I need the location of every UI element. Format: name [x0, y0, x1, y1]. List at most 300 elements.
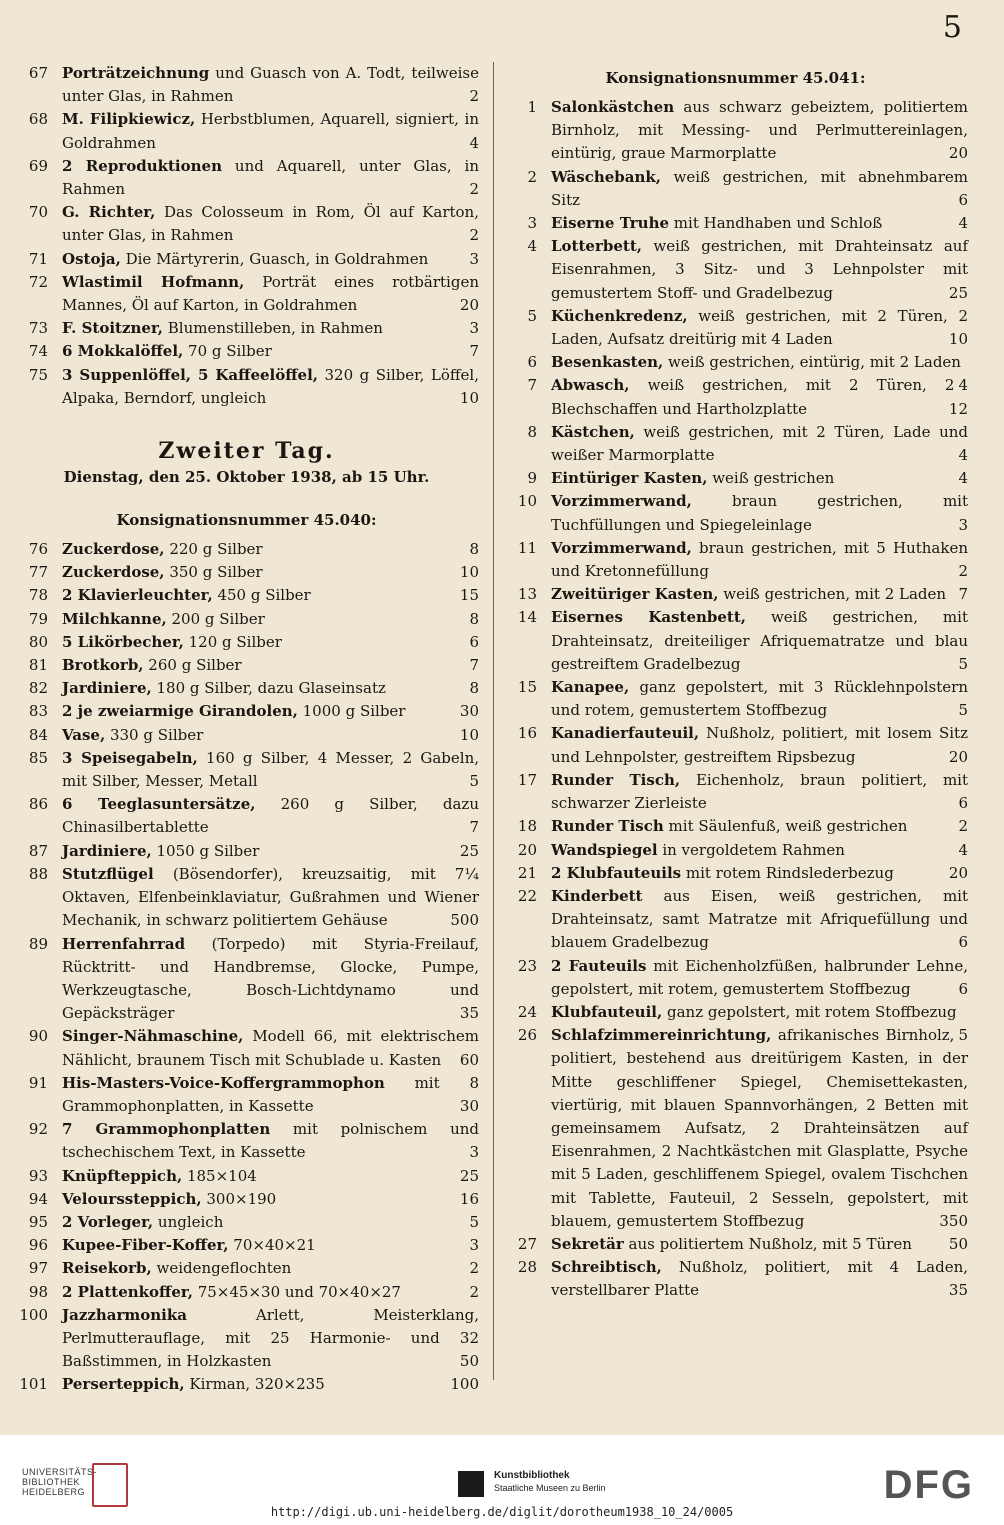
item-title: Kupee-Fiber-Koffer, [62, 1236, 229, 1255]
item-price: 3 [469, 249, 479, 268]
item-title: Küchenkredenz, [551, 306, 688, 325]
item-details: weiß gestrichen, mit Drahteinsatz, dreiteiliger Afriquematratze und blau gestreiftem Gradelbezug [551, 608, 968, 673]
item-price: 15 [459, 586, 479, 605]
item-price: 20 [948, 144, 968, 163]
item-number: 14 [517, 608, 537, 627]
item-title: Vorzimmerwand, [551, 538, 692, 557]
item-title: Kästchen, [551, 422, 635, 441]
item-price: 6 [958, 190, 968, 209]
item-number: 22 [517, 886, 537, 905]
left-column [14, 62, 479, 1397]
item-title: Klubfauteuil, [551, 1002, 663, 1021]
item-number: 21 [517, 863, 537, 882]
item-details: weiß gestrichen, mit 2 Türen, Lade und weißer Marmorplatte [551, 422, 968, 465]
item-number: 17 [517, 770, 537, 789]
item-details: 180 g Silber, dazu Glaseinsatz [151, 679, 386, 698]
item-title: Eiserne Truhe [551, 214, 670, 233]
catalog-item [503, 166, 968, 212]
catalog-item [14, 108, 479, 154]
item-details: (Bösendorfer), kreuzsaitig, mit 7¼ Oktaven, Elfenbeinklaviatur, Gußrahmen und Wiener Mechanik, in schwarz politiertem Gehäuse [62, 864, 479, 930]
item-price: 8 [469, 679, 479, 698]
item-price: 2 [469, 87, 479, 106]
item-description [551, 467, 968, 490]
catalog-item [503, 1233, 968, 1256]
catalog-item [503, 955, 968, 1001]
item-price: 5 [958, 701, 968, 720]
item-details: weiß gestrichen, mit Drahteinsatz auf Eisenrahmen, 3 Sitz- und 3 Lehnpolster mit gemustertem Stoff- und Gradelbezug [551, 237, 968, 302]
catalog-item [14, 1165, 479, 1188]
item-price: 7 [469, 818, 479, 837]
catalog-item [14, 654, 479, 677]
item-details: Kirman, 320×235 [184, 1375, 325, 1394]
item-details: weiß gestrichen, mit 2 Türen, 2 Blechschaffen und Hartholzplatte [551, 376, 955, 418]
item-title: His-Masters-Voice-Koffergrammophon [62, 1073, 385, 1092]
item-number: 28 [517, 1258, 537, 1277]
item-description [62, 561, 479, 584]
item-price: 7 [469, 342, 479, 361]
item-number: 89 [28, 934, 48, 953]
item-details: Arlett, Meisterklang, Perlmutterauflage, mit 25 Harmonie- und 32 Baßstimmen, in Holzkasten [62, 1305, 479, 1371]
item-title: Jardiniere, [62, 679, 152, 698]
item-details: Modell 66, mit elektrischem Nählicht, braunem Tisch mit Schublade u. Kasten [62, 1027, 479, 1069]
item-price: 20 [948, 747, 968, 766]
item-number: 3 [527, 214, 537, 233]
item-description [62, 793, 479, 839]
item-number: 11 [517, 538, 537, 557]
item-number: 96 [28, 1236, 48, 1255]
item-price: 50 [459, 1352, 479, 1371]
catalog-item [14, 933, 479, 1026]
item-number: 74 [28, 342, 48, 361]
item-price: 20 [459, 296, 479, 315]
item-description [551, 839, 968, 862]
item-details: mit Säulenfuß, weiß gestrichen [663, 817, 908, 836]
item-number: 8 [527, 422, 537, 441]
item-description [62, 1373, 479, 1396]
catalog-item [14, 340, 479, 363]
item-details: 350 g Silber [164, 563, 263, 582]
item-description [62, 933, 479, 1026]
item-number: 98 [28, 1282, 48, 1301]
item-details: Nußholz, politiert, mit 4 Laden, verstellbarer Platte [551, 1258, 968, 1300]
item-details: mit 8 Grammophonplatten, in Kassette [62, 1073, 479, 1115]
catalog-item [503, 862, 968, 885]
item-number: 5 [527, 306, 537, 325]
catalog-item [14, 271, 479, 317]
university-library-logo[interactable] [22, 1467, 97, 1497]
item-number: 10 [517, 492, 537, 511]
item-description [551, 583, 968, 606]
item-description [62, 863, 479, 933]
item-title: Runder Tisch [551, 817, 664, 836]
item-number: 82 [28, 679, 48, 698]
catalog-item [503, 305, 968, 351]
item-number: 90 [28, 1027, 48, 1046]
column-divider [493, 62, 494, 1380]
item-details: weiß gestrichen, mit abnehmbarem Sitz [551, 167, 968, 209]
item-details: ganz gepolstert, mit 3 Rücklehnpolstern und rotem, gemustertem Stoffbezug [551, 678, 968, 720]
item-price: 3 [958, 515, 968, 534]
item-description [62, 1072, 479, 1118]
catalog-item [14, 1118, 479, 1164]
item-details: braun gestrichen, mit Tuchfüllungen und Spiegeleinlage [551, 492, 968, 534]
item-description [62, 1165, 479, 1188]
item-title: 3 Suppenlöffel, 5 Kaffeelöffel, [62, 365, 319, 384]
item-title: Eintüriger Kasten, [551, 469, 708, 488]
item-description [62, 1118, 479, 1164]
item-title: 6 Teeglasuntersätze, [62, 795, 256, 814]
item-description [62, 1257, 479, 1280]
item-title: Sekretär [551, 1234, 624, 1253]
item-title: Herrenfahrrad [62, 934, 186, 953]
item-number: 75 [28, 365, 48, 384]
item-price: 2 [469, 1282, 479, 1301]
item-description [551, 1233, 968, 1256]
item-details: 160 g Silber, 4 Messer, 2 Gabeln, mit Silber, Messer, Metall [62, 748, 480, 791]
item-price: 6 [958, 794, 968, 813]
item-number: 77 [28, 563, 48, 582]
item-title: Schlafzimmereinrichtung, [551, 1026, 772, 1045]
item-number: 16 [517, 724, 537, 743]
item-description [62, 1188, 479, 1211]
item-title: Besenkasten, [551, 353, 664, 372]
catalog-item [14, 317, 479, 340]
item-description [62, 584, 479, 607]
item-title: Vase, [62, 725, 106, 744]
item-description [551, 490, 968, 536]
item-price: 20 [948, 863, 968, 882]
item-price: 6 [958, 979, 968, 998]
item-price: 4 [958, 469, 968, 488]
catalog-item [14, 608, 479, 631]
item-description [62, 340, 479, 363]
day-date: Dienstag, den 25. Oktober 1938, ab 15 Uhr. [63, 468, 430, 487]
item-title: Perserteppich, [62, 1375, 185, 1394]
item-price: 10 [459, 725, 479, 744]
item-title: 7 Grammophonplatten [62, 1120, 271, 1139]
item-price: 10 [459, 388, 479, 407]
item-price: 350 [939, 1211, 968, 1230]
item-description [62, 271, 479, 317]
item-details: 260 g Silber, dazu Chinasilbertablette [62, 795, 479, 837]
item-price: 2 [469, 226, 479, 245]
item-description [62, 677, 479, 700]
item-details: und Aquarell, unter Glas, in Rahmen [62, 156, 479, 199]
item-price: 4 [958, 214, 968, 233]
footer-bar [0, 1435, 1004, 1525]
item-price: 6 [958, 933, 968, 952]
item-title: 2 Klavierleuchter, [62, 586, 213, 605]
item-details: Die Märtyrerin, Guasch, in Goldrahmen [120, 249, 429, 268]
item-price: 35 [459, 1004, 479, 1023]
item-title: Salonkästchen [551, 98, 675, 116]
item-details: in vergoldetem Rahmen [657, 840, 845, 859]
item-title: Velourssteppich, [62, 1189, 202, 1208]
item-price: 30 [459, 1096, 479, 1115]
item-title: Zuckerdose, [62, 540, 165, 559]
catalog-item [503, 1256, 968, 1302]
item-number: 95 [28, 1212, 48, 1231]
item-title: Schreibtisch, [551, 1258, 662, 1277]
item-title: 2 Reproduktionen [62, 156, 222, 175]
item-number: 97 [28, 1259, 48, 1278]
item-details: weidengeflochten [151, 1259, 292, 1278]
item-details: 1050 g Silber [151, 841, 260, 860]
item-details: mit polnischem und tschechischem Text, in Kassette [62, 1120, 479, 1162]
item-details: 185×104 [182, 1166, 257, 1185]
item-description [551, 166, 968, 212]
item-description [62, 201, 479, 247]
item-title: Milchkanne, [62, 609, 167, 628]
item-price: 500 [450, 911, 479, 930]
item-number: 100 [19, 1305, 48, 1324]
page-number: 5 [942, 10, 962, 45]
item-details: 70 g Silber [183, 342, 272, 361]
item-description [62, 700, 479, 723]
consignment-heading-right: Konsignationsnummer 45.041: [605, 69, 866, 87]
item-price: 10 [459, 563, 479, 582]
item-price: 50 [948, 1234, 968, 1253]
item-description [62, 608, 479, 631]
catalog-item [503, 374, 968, 420]
item-number: 73 [28, 319, 48, 338]
item-title: F. Stoitzner, [62, 319, 163, 338]
item-title: Abwasch, [551, 376, 630, 395]
item-description [551, 862, 968, 885]
item-description [62, 724, 479, 747]
item-price: 3 [469, 1236, 479, 1255]
item-title: 5 Likörbecher, [62, 632, 184, 651]
catalog-item [503, 1024, 968, 1233]
item-title: Kinderbett [551, 886, 643, 905]
item-details: und Guasch von A. Todt, teilweise unter Glas, in Rahmen [62, 64, 479, 106]
left-item-list-a [14, 62, 479, 410]
item-details: weiß gestrichen [707, 469, 835, 488]
item-number: 67 [28, 64, 48, 82]
item-details: ganz gepolstert, mit rotem Stoffbezug [662, 1002, 957, 1021]
item-title: Kanapee, [551, 678, 630, 697]
item-description [62, 248, 479, 271]
right-item-list [503, 96, 968, 1303]
item-number: 1 [527, 98, 537, 116]
item-description [62, 317, 479, 340]
item-description [62, 840, 479, 863]
item-number: 85 [28, 748, 48, 767]
catalog-item [14, 1025, 479, 1071]
item-details: weiß gestrichen, mit 2 Laden [718, 585, 947, 604]
item-price: 30 [459, 702, 479, 721]
item-title: 2 Klubfauteuils [551, 863, 682, 882]
item-number: 101 [19, 1375, 48, 1394]
item-description [62, 1234, 479, 1257]
item-details: 220 g Silber [164, 540, 263, 559]
item-title: Wäschebank, [551, 167, 662, 186]
kunstbibliothek-logo[interactable] [494, 1469, 606, 1494]
item-description [62, 654, 479, 677]
item-title: Reisekorb, [62, 1259, 152, 1278]
item-title: Wlastimil Hofmann, [62, 272, 245, 291]
item-description [551, 235, 968, 305]
item-description [62, 108, 479, 154]
item-description [551, 606, 968, 676]
catalog-item [503, 96, 968, 166]
item-price: 2 [958, 562, 968, 581]
item-details: Blumenstilleben, in Rahmen [162, 319, 383, 338]
dfg-logo[interactable]: DFG [883, 1463, 974, 1507]
catalog-item [14, 793, 479, 839]
item-title: 3 Speisegabeln, [62, 748, 198, 767]
item-title: M. Filipkiewicz, [62, 110, 196, 129]
item-title: 2 je zweiarmige Girandolen, [62, 702, 298, 721]
catalog-item [14, 62, 479, 108]
item-title: Runder Tisch, [551, 770, 681, 789]
uni-line-2: BIBLIOTHEK [22, 1477, 81, 1487]
item-number: 88 [28, 864, 48, 883]
item-details: 300×190 [201, 1189, 277, 1208]
catalog-item [14, 201, 479, 247]
catalog-item [503, 676, 968, 722]
item-details: 330 g Silber [105, 725, 204, 744]
item-number: 76 [28, 540, 48, 559]
catalog-item [14, 1281, 479, 1304]
item-price: 4 [958, 376, 968, 395]
item-title: Wandspiegel [551, 840, 658, 859]
catalog-item [503, 839, 968, 862]
item-number: 24 [517, 1002, 537, 1021]
item-number: 81 [28, 656, 48, 675]
item-details: ungleich [153, 1212, 224, 1231]
item-description [551, 955, 968, 1001]
item-price: 60 [459, 1050, 479, 1069]
item-price: 12 [948, 399, 968, 418]
item-description [551, 1024, 968, 1233]
item-description [551, 885, 968, 955]
catalog-item [14, 1188, 479, 1211]
item-price: 4 [958, 840, 968, 859]
item-title: 6 Mokkalöffel, [62, 342, 184, 361]
item-details: 70×40×21 [228, 1236, 316, 1255]
item-number: 70 [28, 203, 48, 222]
catalog-item [14, 747, 479, 793]
item-title: Singer-Nähmaschine, [62, 1027, 244, 1046]
item-title: Jardiniere, [62, 841, 152, 860]
item-description [551, 212, 968, 235]
item-details: weiß gestrichen, mit 2 Türen, 2 Laden, Aufsatz dreitürig mit 4 Laden [551, 306, 968, 349]
item-title: Jazzharmonika [62, 1305, 187, 1324]
item-price: 35 [948, 1281, 968, 1300]
item-description [551, 96, 968, 166]
item-title: G. Richter, [62, 203, 156, 222]
item-price: 5 [958, 1026, 968, 1045]
catalog-item [14, 1373, 479, 1396]
catalog-item [503, 212, 968, 235]
catalog-item [14, 677, 479, 700]
item-title: 2 Vorleger, [62, 1212, 154, 1231]
item-description [551, 676, 968, 722]
item-price: 6 [469, 632, 479, 651]
item-description [62, 1211, 479, 1234]
item-details: 75×45×30 und 70×40×27 [192, 1282, 401, 1301]
item-number: 7 [527, 376, 537, 395]
item-details: 200 g Silber [166, 609, 265, 628]
uni-line-3: HEIDELBERG [22, 1487, 86, 1497]
item-price: 8 [469, 609, 479, 628]
item-price: 25 [948, 283, 968, 302]
item-title: Stutzflügel [62, 864, 154, 883]
item-number: 27 [517, 1234, 537, 1253]
item-details: Nußholz, politiert, mit losem Sitz und Lehnpolster, gestreiftem Ripsbezug [551, 724, 968, 766]
kunstbibliothek-icon [458, 1471, 484, 1497]
item-title: Ostoja, [62, 249, 121, 268]
item-description [551, 305, 968, 351]
source-url[interactable]: http://digi.ub.uni-heidelberg.de/diglit/dorotheum1938_10_24/0005 [270, 1505, 734, 1519]
item-description [551, 374, 968, 420]
item-details: afrikanisches Birnholz, politiert, bestehend aus dreitürigem Kasten, in der Mitte geschliffener Spiegel, Chemisettekasten, viertürig, mit blauen Spannvorhängen, 2 Betten mit gemeinsamem Aufsatz, 2 Drahteinsätzen auf Eisenrahmen, 2 Nachtkästchen mit Glasplatte, Psyche mit 5 Laden, geschliffenem Spiegel, ovalem Tischchen mit Tablette, Fauteuil, 2 Sesseln, gepolstert, mit blauem, gemustertem Stoffbezug [551, 1026, 968, 1230]
item-details: aus politiertem Nußholz, mit 5 Türen [623, 1234, 912, 1253]
item-number: 94 [28, 1189, 48, 1208]
item-details: 120 g Silber [183, 632, 282, 651]
item-details: weiß gestrichen, eintürig, mit 2 Laden [663, 353, 961, 372]
item-details: mit Eichenholzfüßen, halbrunder Lehne, gepolstert, mit rotem, gemustertem Stoffbezug [551, 956, 968, 998]
catalog-item [14, 1072, 479, 1118]
item-price: 5 [469, 772, 479, 791]
item-title: 2 Plattenkoffer, [62, 1282, 193, 1301]
catalog-item [503, 467, 968, 490]
item-number: 68 [28, 110, 48, 129]
item-description [551, 769, 968, 815]
item-description [62, 62, 479, 108]
item-number: 79 [28, 609, 48, 628]
catalog-item [14, 1257, 479, 1280]
item-number: 91 [28, 1073, 48, 1092]
item-price: 2 [958, 817, 968, 836]
item-title: Lotterbett, [551, 237, 642, 256]
item-description [62, 1281, 479, 1304]
item-number: 18 [517, 817, 537, 836]
catalog-item [14, 863, 479, 933]
item-details: 1000 g Silber [297, 702, 406, 721]
item-price: 7 [958, 585, 968, 604]
item-title: Kanadierfauteuil, [551, 724, 700, 743]
item-number: 69 [28, 156, 48, 175]
item-number: 2 [527, 167, 537, 186]
catalog-item [503, 537, 968, 583]
catalog-item [14, 1304, 479, 1374]
item-details: mit Handhaben und Schloß [669, 214, 883, 233]
item-details: mit rotem Rindslederbezug [681, 863, 894, 882]
item-number: 71 [28, 249, 48, 268]
item-number: 72 [28, 272, 48, 291]
item-number: 23 [517, 956, 537, 975]
item-details: Eichenholz, braun politiert, mit schwarzer Zierleiste [551, 770, 968, 813]
item-number: 78 [28, 586, 48, 605]
item-number: 92 [28, 1120, 48, 1139]
right-column [503, 62, 968, 1303]
item-price: 7 [469, 656, 479, 675]
catalog-item [503, 769, 968, 815]
item-details: aus Eisen, weiß gestrichen, mit Drahteinsatz, samt Matratze mit Afriquefüllung und blauem Gradelbezug [551, 886, 968, 952]
item-number: 6 [527, 353, 537, 372]
catalog-item [14, 584, 479, 607]
item-number: 86 [28, 795, 48, 814]
catalog-item [503, 606, 968, 676]
catalog-item [14, 364, 479, 410]
item-description [62, 1025, 479, 1071]
item-description [62, 747, 479, 793]
item-details: 320 g Silber, Löffel, Alpaka, Berndorf, ungleich [62, 365, 479, 407]
item-description [62, 538, 479, 561]
uni-line-1: UNIVERSITÄTS- [22, 1467, 98, 1477]
